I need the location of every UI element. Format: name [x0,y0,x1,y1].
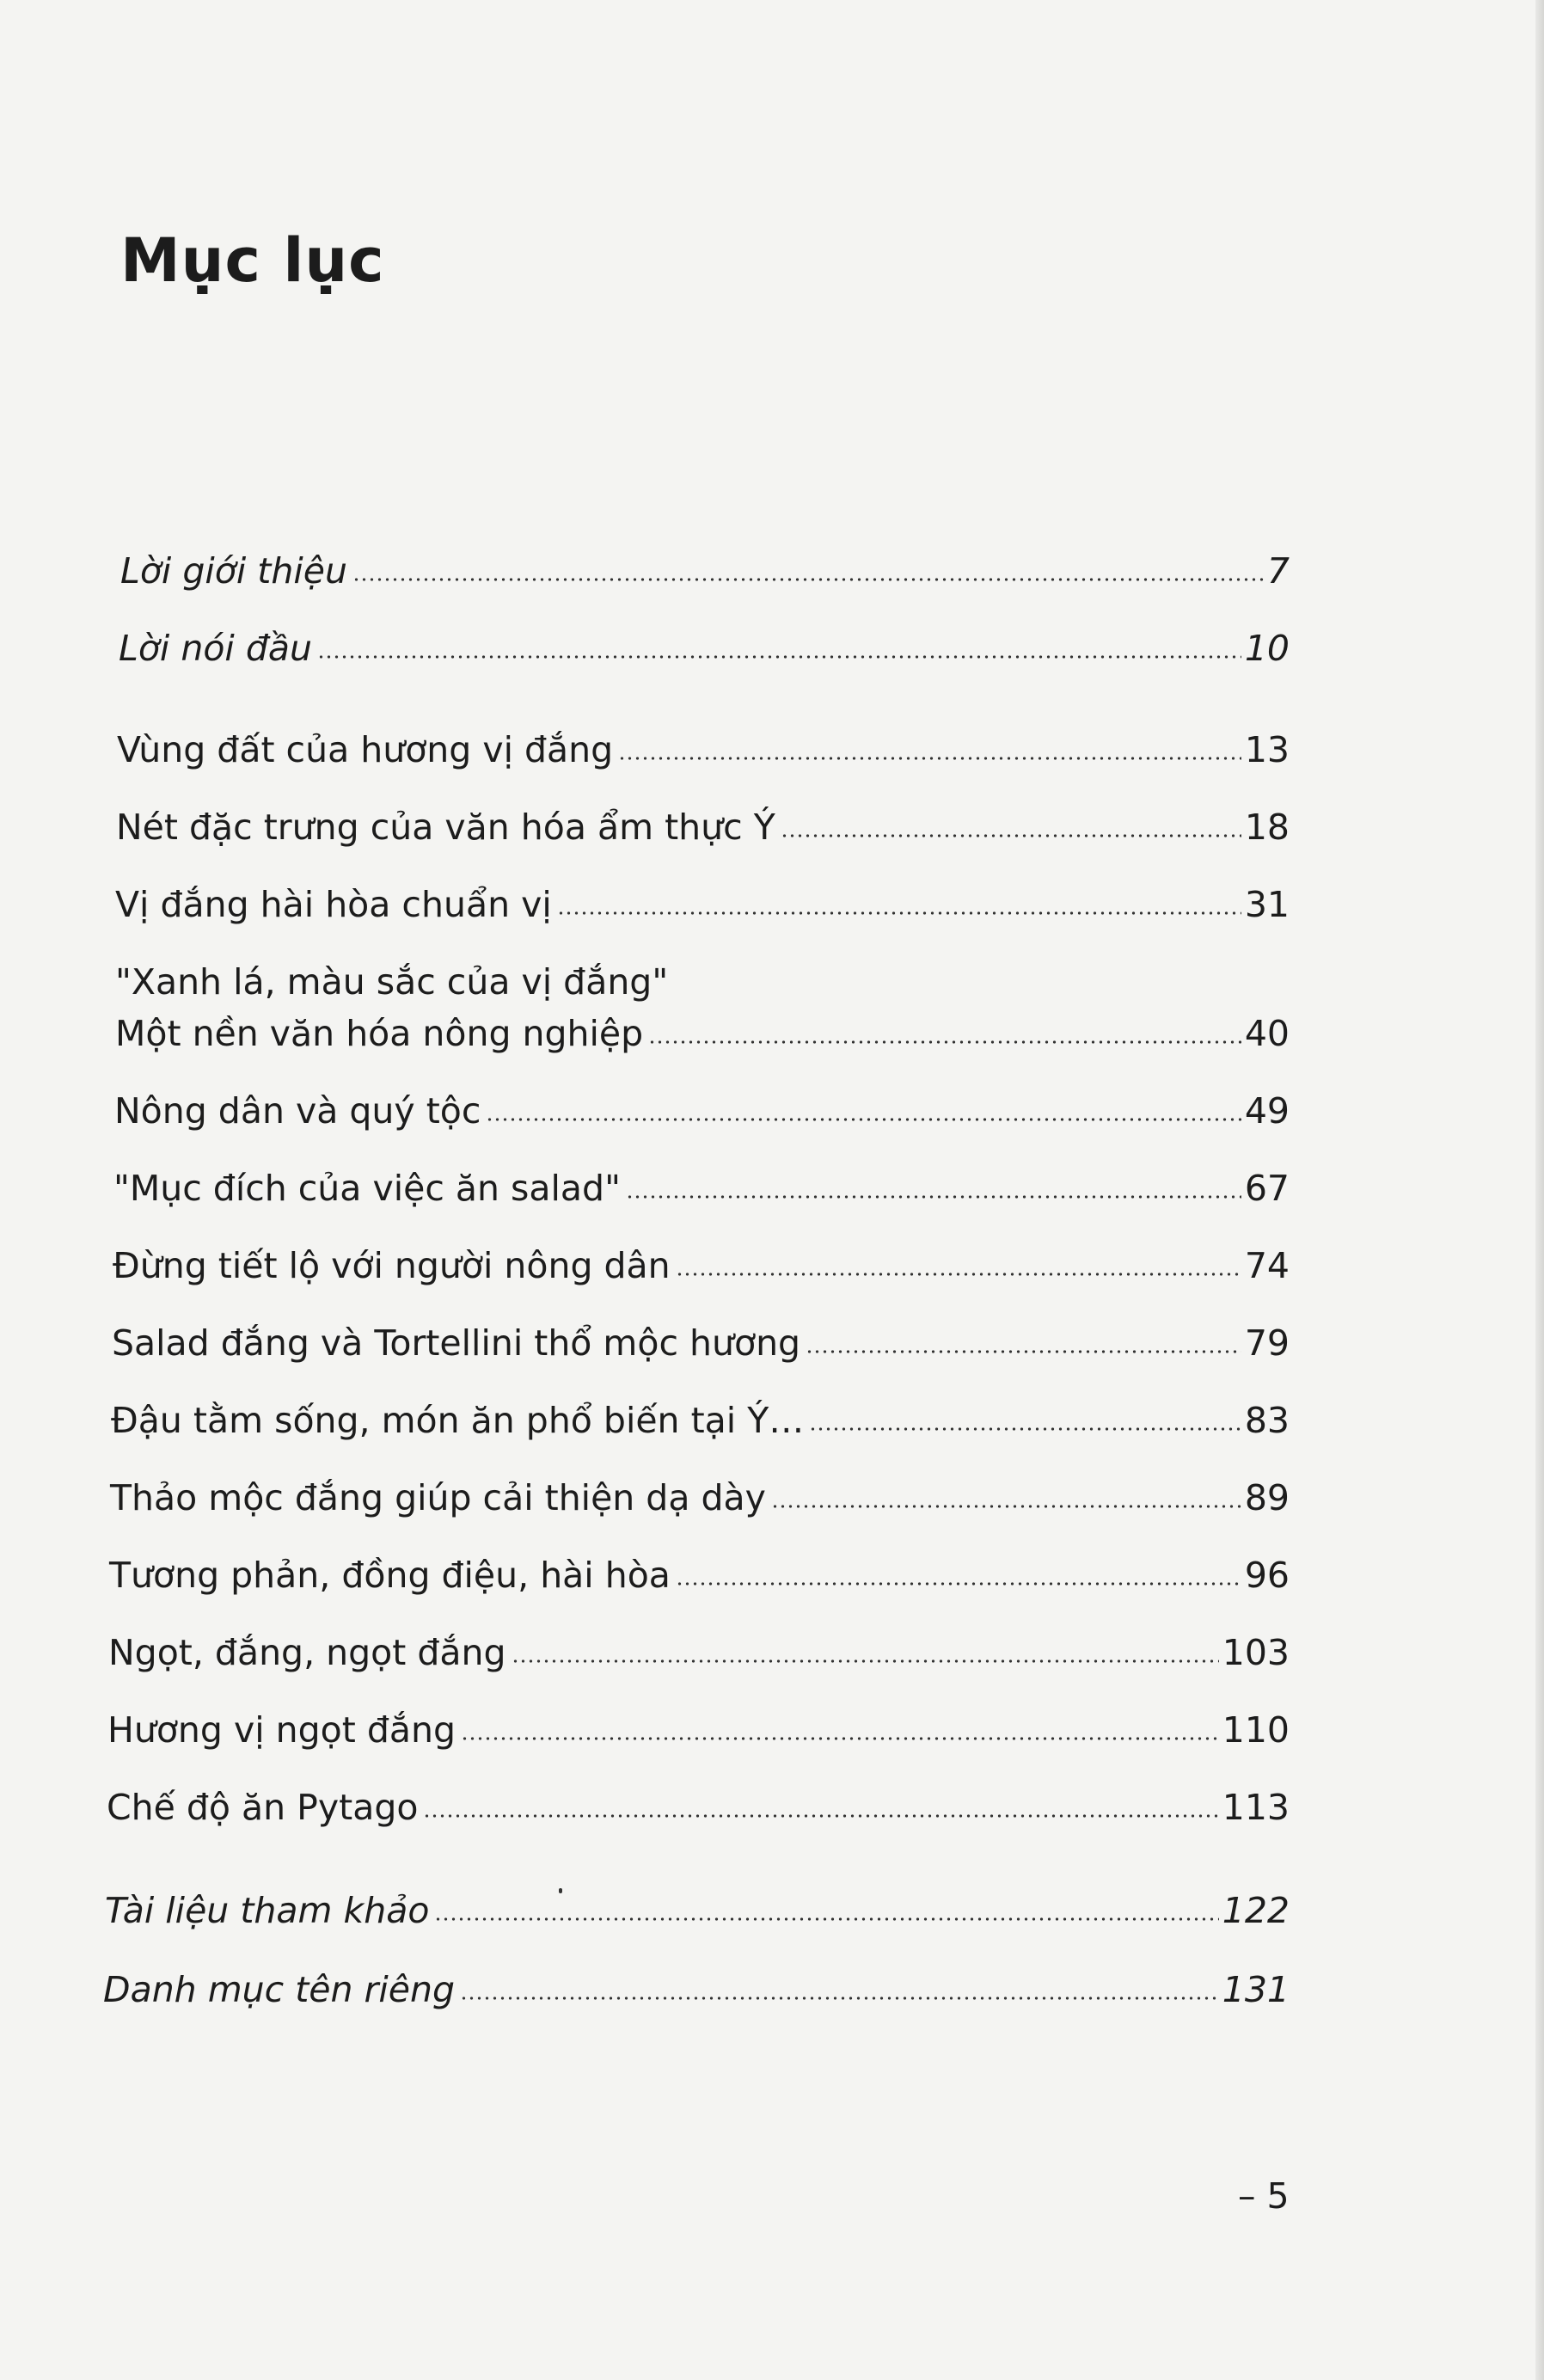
toc-entry-page: 122 [1222,1890,1290,1931]
toc-entry-chapter [115,884,1290,925]
toc-entry-label: Một nền văn hóa nông nghiệp [115,1013,644,1054]
toc-entry-page: 67 [1244,1168,1290,1209]
toc-entry-label: Vị đắng hài hòa chuẩn vị [115,884,552,925]
toc-entry-chapter [112,1322,1290,1364]
toc-entry-label: Nét đặc trưng của văn hóa ẩm thực Ý [116,807,775,848]
toc-entry-page: 89 [1244,1477,1290,1518]
toc-entry-page: 74 [1244,1245,1290,1286]
dot-leader [618,757,1241,760]
toc-entry-page: 40 [1244,1013,1290,1054]
toc-entry-page: 49 [1244,1090,1290,1132]
toc-entry-page: 83 [1244,1400,1290,1441]
dot-leader [809,1427,1241,1431]
toc-entry-page: 13 [1244,729,1290,770]
toc-entry-label-line1: "Xanh lá, màu sắc của vị đắng" [115,961,669,1003]
toc-entry-label: Danh mục tên riêng [103,1969,455,2010]
dot-leader [557,911,1241,915]
toc-entry-page: 31 [1244,884,1290,925]
dot-leader [486,1118,1241,1121]
toc-entry-label: Nông dân và quý tộc [114,1090,481,1132]
toc-entry-chapter [114,1090,1290,1132]
page-title: Mục lục [120,225,385,296]
toc-entry-page: 110 [1222,1709,1290,1751]
toc-entry-label: Tài liệu tham khảo [105,1890,430,1931]
dot-leader [781,834,1241,837]
toc-entry-page: 79 [1244,1322,1290,1364]
toc-entry-label: Chế độ ăn Pytago [107,1787,419,1828]
dot-leader [676,1582,1241,1586]
dot-leader [771,1505,1241,1508]
page-edge [1535,0,1544,2380]
toc-entry-chapter [107,1709,1290,1751]
toc-entry-loi-noi-dau [119,628,1290,669]
toc-entry-label: Salad đắng và Tortellini thổ mộc hương [112,1322,801,1364]
toc-entry-label: "Mục đích của việc ăn salad" [113,1168,621,1209]
dot-leader [461,1737,1219,1740]
toc-entry-danh-muc-ten-rieng [103,1969,1290,2010]
toc-entry-label: Tương phản, đồng điệu, hài hòa [109,1555,671,1596]
toc-entry-page: 113 [1222,1787,1290,1828]
toc-entry-page: 7 [1266,550,1290,592]
page-number: – 5 [1238,2175,1290,2217]
toc-entry-label: Ngọt, đắng, ngọt đắng [108,1632,506,1673]
toc-entry-chapter [108,1632,1290,1673]
toc-entry-label: Đừng tiết lộ với người nông dân [113,1245,671,1286]
dot-leader [317,655,1241,659]
dot-leader [423,1814,1218,1818]
toc-entry-label: Lời nói đầu [119,628,312,669]
toc-entry-page: 96 [1244,1555,1290,1596]
toc-entry-chapter [107,1787,1290,1828]
toc-entry-chapter [111,1400,1290,1441]
dot-leader [434,1917,1218,1921]
dot-leader [806,1350,1241,1353]
toc-entry-label: Thảo mộc đắng giúp cải thiện dạ dày [110,1477,766,1518]
toc-entry-page: 18 [1244,807,1290,848]
toc-entry-label: Hương vị ngọt đắng [107,1709,456,1751]
toc-entry-chapter [113,1168,1290,1209]
toc-entry-label: Vùng đất của hương vị đắng [117,729,614,770]
toc-entry-page: 103 [1222,1632,1290,1673]
toc-entry-label: Đậu tằm sống, món ăn phổ biến tại Ý… [111,1400,805,1441]
toc-entry-chapter [116,807,1290,848]
toc-entry-chapter [117,729,1290,770]
dot-leader [626,1195,1241,1199]
dot-leader [352,578,1264,581]
toc-entry-tai-lieu-tham-khao [105,1890,1290,1931]
toc-entry-page: 10 [1244,628,1290,669]
dot-leader [676,1273,1241,1276]
dot-leader [512,1659,1219,1663]
toc-entry-chapter [110,1477,1290,1518]
toc-entry-chapter [113,1245,1290,1286]
toc-entry-label: Lời giới thiệu [120,550,347,592]
toc-entry-page: 131 [1222,1969,1290,2010]
dot-leader [648,1040,1241,1044]
toc-entry-loi-gioi-thieu [120,550,1290,592]
toc-entry-chapter [109,1555,1290,1596]
dot-leader [460,1997,1219,2000]
toc-entry-chapter [115,1013,1290,1054]
